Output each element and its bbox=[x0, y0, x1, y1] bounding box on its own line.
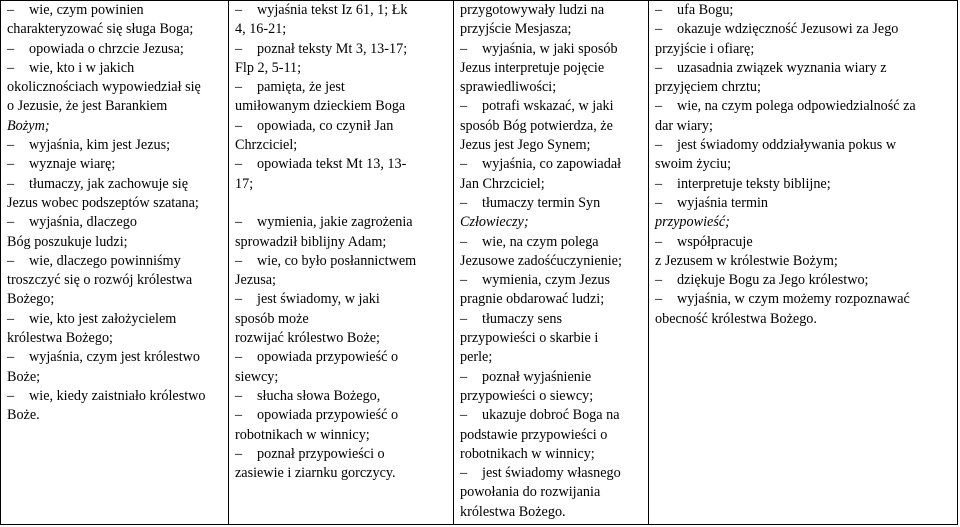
text-line bbox=[655, 20, 953, 39]
line-text: wie, kto jest założycielem bbox=[29, 310, 177, 327]
text-line bbox=[235, 329, 449, 348]
text-line bbox=[235, 20, 449, 39]
line-text: podstawie przypowieści o bbox=[460, 426, 608, 443]
line-text: perle; bbox=[460, 349, 493, 366]
text-line bbox=[655, 40, 953, 59]
text-line bbox=[460, 252, 644, 271]
dash-bullet: – bbox=[235, 407, 243, 424]
text-line bbox=[460, 271, 644, 290]
text-line bbox=[460, 136, 644, 155]
dash-bullet: – bbox=[460, 272, 468, 289]
line-text: Jezus jest Jego Synem; bbox=[460, 137, 591, 154]
line-text: wie, kto i w jakich bbox=[29, 59, 135, 76]
text-line bbox=[655, 117, 953, 136]
text-line bbox=[460, 233, 644, 252]
dash-bullet: – bbox=[655, 291, 663, 308]
line-text: wyznaje wiarę; bbox=[29, 156, 116, 173]
text-line bbox=[460, 20, 644, 39]
text-line bbox=[7, 252, 224, 271]
dash-bullet: – bbox=[460, 98, 468, 115]
text-line bbox=[7, 97, 224, 116]
line-text: przyjście Mesjasza; bbox=[460, 21, 572, 38]
dash-bullet: – bbox=[7, 156, 15, 173]
text-line bbox=[460, 406, 644, 425]
line-text: wie, co było posłannictwem bbox=[257, 252, 417, 269]
text-line bbox=[235, 155, 449, 174]
text-line bbox=[235, 290, 449, 309]
line-text: tłumaczy sens bbox=[482, 310, 562, 327]
line-text: przyjęciem chrztu; bbox=[655, 79, 761, 96]
line-text: okazuje wdzięczność Jezusowi za Jego bbox=[677, 21, 899, 38]
line-text: wymienia, czym Jezus bbox=[482, 272, 611, 289]
line-text: wyjaśnia, w czym możemy rozpoznawać bbox=[677, 291, 910, 308]
line-text: interpretuje teksty biblijne; bbox=[677, 175, 831, 192]
line-text: jest świadomy oddziaływania pokus w bbox=[677, 137, 897, 154]
dash-bullet: – bbox=[655, 2, 663, 18]
dash-bullet: – bbox=[460, 156, 468, 173]
dash-bullet: – bbox=[7, 2, 15, 18]
column-3 bbox=[454, 1, 649, 524]
text-line bbox=[7, 310, 224, 329]
text-line bbox=[655, 78, 953, 97]
dash-bullet: – bbox=[235, 117, 243, 134]
line-text: przyjście i ofiarę; bbox=[655, 40, 755, 57]
column-4 bbox=[649, 1, 957, 524]
line-text: jest świadomy, w jaki bbox=[257, 291, 380, 308]
text-line bbox=[460, 503, 644, 522]
text-line bbox=[460, 40, 644, 59]
line-text: o Jezusie, że jest Barankiem bbox=[7, 98, 168, 115]
text-line bbox=[7, 175, 224, 194]
line-text: tłumaczy termin Syn bbox=[482, 194, 601, 211]
line-text: sprawiedliwości; bbox=[460, 79, 557, 96]
dash-bullet: – bbox=[655, 175, 663, 192]
text-line bbox=[655, 175, 953, 194]
line-text: poznał przypowieści o bbox=[257, 445, 385, 462]
text-line bbox=[7, 348, 224, 367]
line-text: wie, dlaczego powinniśmy bbox=[29, 252, 181, 269]
line-text: Boże; bbox=[7, 368, 41, 385]
text-line bbox=[7, 290, 224, 309]
text-line bbox=[7, 194, 224, 213]
dash-bullet: – bbox=[235, 349, 243, 366]
line-text: wyjaśnia, dlaczego bbox=[29, 214, 137, 231]
line-text: przypowieść; bbox=[655, 214, 730, 231]
text-line bbox=[235, 445, 449, 464]
line-text: poznał wyjaśnienie bbox=[482, 368, 592, 385]
text-line bbox=[460, 213, 644, 232]
line-text: wie, na czym polega odpowiedzialność za bbox=[677, 98, 916, 115]
text-line bbox=[235, 368, 449, 387]
dash-bullet: – bbox=[7, 387, 15, 404]
dash-bullet: – bbox=[460, 407, 468, 424]
line-text: umiłowanym dzieckiem Boga bbox=[235, 98, 406, 115]
line-text: Boże. bbox=[7, 407, 40, 424]
line-text: opowiada, co czynił Jan bbox=[257, 117, 394, 134]
dash-bullet: – bbox=[7, 349, 15, 366]
text-line bbox=[235, 1, 449, 20]
dash-bullet: – bbox=[460, 465, 468, 482]
dash-bullet: – bbox=[655, 59, 663, 76]
text-line bbox=[655, 194, 953, 213]
line-text: rozwijać królestwo Boże; bbox=[235, 330, 380, 347]
text-line bbox=[460, 310, 644, 329]
line-text: królestwa Bożego. bbox=[460, 503, 566, 520]
text-line bbox=[655, 155, 953, 174]
line-text: przypowieści o siewcy; bbox=[460, 387, 594, 404]
text-line bbox=[7, 387, 224, 406]
text-line bbox=[235, 252, 449, 271]
text-line bbox=[7, 117, 224, 136]
text-line bbox=[235, 175, 449, 194]
line-text: charakteryzować się sługa Boga; bbox=[7, 21, 194, 38]
line-text: wyjaśnia, w jaki sposób bbox=[482, 40, 618, 57]
text-line bbox=[235, 464, 449, 483]
line-text: przygotowywały ludzi na bbox=[460, 2, 605, 18]
text-line bbox=[655, 252, 953, 271]
dash-bullet: – bbox=[235, 291, 243, 308]
line-text: Bożym; bbox=[7, 117, 50, 134]
line-text: potrafi wskazać, w jaki bbox=[482, 98, 614, 115]
text-line bbox=[655, 290, 953, 309]
dash-bullet: – bbox=[460, 233, 468, 250]
line-text: pamięta, że jest bbox=[257, 79, 345, 96]
dash-bullet: – bbox=[655, 233, 663, 250]
line-text: Jezus interpretuje pojęcie bbox=[460, 59, 605, 76]
text-line bbox=[7, 78, 224, 97]
text-line bbox=[460, 1, 644, 20]
text-line bbox=[235, 426, 449, 445]
text-line bbox=[655, 59, 953, 78]
text-line bbox=[7, 20, 224, 39]
text-line bbox=[460, 194, 644, 213]
text-line bbox=[655, 97, 953, 116]
text-line bbox=[655, 136, 953, 155]
text-line bbox=[7, 155, 224, 174]
line-text: Jan Chrzciciel; bbox=[460, 175, 545, 192]
text-line bbox=[235, 310, 449, 329]
line-text: ufa Bogu; bbox=[677, 2, 734, 18]
line-text: 17; bbox=[235, 175, 254, 192]
text-line bbox=[460, 155, 644, 174]
line-text: sprowadził biblijny Adam; bbox=[235, 233, 387, 250]
line-text: dziękuje Bogu za Jego królestwo; bbox=[677, 272, 869, 289]
dash-bullet: – bbox=[460, 194, 468, 211]
text-line bbox=[460, 290, 644, 309]
line-text: Flp 2, 5-11; bbox=[235, 59, 302, 76]
text-line bbox=[7, 40, 224, 59]
line-text: zasiewie i ziarnku gorczycy. bbox=[235, 465, 396, 482]
text-line bbox=[235, 97, 449, 116]
text-line bbox=[460, 387, 644, 406]
line-text: troszczyć się o rozwój królestwa bbox=[7, 272, 193, 289]
line-text: wymienia, jakie zagrożenia bbox=[257, 214, 413, 231]
text-line bbox=[460, 329, 644, 348]
text-line bbox=[235, 194, 449, 213]
line-text: sposób Bóg potwierdza, że bbox=[460, 117, 613, 134]
dash-bullet: – bbox=[235, 445, 243, 462]
dash-bullet: – bbox=[7, 59, 15, 76]
line-text: wie, na czym polega bbox=[482, 233, 599, 250]
line-text: Chrzciciel; bbox=[235, 137, 298, 154]
line-text: sposób może bbox=[235, 310, 309, 327]
line-text: poznał teksty Mt 3, 13-17; bbox=[257, 40, 408, 57]
text-line bbox=[7, 136, 224, 155]
dash-bullet: – bbox=[655, 21, 663, 38]
line-text: Jezusa; bbox=[235, 272, 276, 289]
line-text: opowiada przypowieść o bbox=[257, 407, 399, 424]
text-line bbox=[655, 1, 953, 20]
dash-bullet: – bbox=[655, 194, 663, 211]
dash-bullet: – bbox=[655, 137, 663, 154]
line-text: wyjaśnia, czym jest królestwo bbox=[29, 349, 200, 366]
text-line bbox=[7, 406, 224, 425]
line-text: wyjaśnia termin bbox=[677, 194, 769, 211]
text-line bbox=[460, 426, 644, 445]
dash-bullet: – bbox=[7, 40, 15, 57]
text-line bbox=[460, 483, 644, 502]
line-text: tłumaczy, jak zachowuje się bbox=[29, 175, 189, 192]
line-text: robotnikach w winnicy; bbox=[235, 426, 370, 443]
dash-bullet: – bbox=[7, 137, 15, 154]
text-line bbox=[235, 233, 449, 252]
text-line bbox=[460, 464, 644, 483]
line-text: królestwa Bożego; bbox=[7, 330, 113, 347]
line-text: uzasadnia związek wyznania wiary z bbox=[677, 59, 887, 76]
dash-bullet: – bbox=[235, 40, 243, 57]
line-text: z Jezusem w królestwie Bożym; bbox=[655, 252, 838, 269]
text-line bbox=[655, 271, 953, 290]
text-line bbox=[235, 136, 449, 155]
dash-bullet: – bbox=[7, 214, 15, 231]
dash-bullet: – bbox=[7, 310, 15, 327]
line-text: przypowieści o skarbie i bbox=[460, 330, 599, 347]
line-text: opowiada o chrzcie Jezusa; bbox=[29, 40, 184, 57]
line-text: obecność królestwa Bożego. bbox=[655, 310, 817, 327]
line-text: swoim życiu; bbox=[655, 156, 732, 173]
line-text: wyjaśnia, kim jest Jezus; bbox=[29, 137, 171, 154]
text-line bbox=[235, 78, 449, 97]
text-line bbox=[460, 78, 644, 97]
text-line bbox=[460, 97, 644, 116]
text-line bbox=[7, 368, 224, 387]
text-line bbox=[7, 271, 224, 290]
text-line bbox=[460, 348, 644, 367]
text-line bbox=[235, 387, 449, 406]
dash-bullet: – bbox=[460, 310, 468, 327]
dash-bullet: – bbox=[460, 368, 468, 385]
line-text: Jezusowe zadośćuczynienie; bbox=[460, 252, 622, 269]
text-line bbox=[7, 233, 224, 252]
text-line bbox=[235, 406, 449, 425]
line-text: powołania do rozwijania bbox=[460, 484, 601, 501]
line-text: opowiada przypowieść o bbox=[257, 349, 399, 366]
dash-bullet: – bbox=[655, 98, 663, 115]
text-line bbox=[655, 310, 953, 329]
text-line bbox=[235, 213, 449, 232]
dash-bullet: – bbox=[7, 252, 15, 269]
line-text: jest świadomy własnego bbox=[482, 465, 621, 482]
line-text: dar wiary; bbox=[655, 117, 713, 134]
line-text: wie, czym powinien bbox=[29, 2, 144, 18]
text-line bbox=[460, 445, 644, 464]
text-line bbox=[460, 59, 644, 78]
line-text: 4, 16-21; bbox=[235, 21, 287, 38]
line-text: okolicznościach wypowiedział się bbox=[7, 79, 201, 96]
dash-bullet: – bbox=[235, 2, 243, 18]
text-line bbox=[460, 175, 644, 194]
dash-bullet: – bbox=[235, 252, 243, 269]
line-text: słucha słowa Bożego, bbox=[257, 387, 381, 404]
text-line bbox=[235, 117, 449, 136]
text-line bbox=[460, 117, 644, 136]
text-line bbox=[7, 213, 224, 232]
dash-bullet: – bbox=[460, 40, 468, 57]
dash-bullet: – bbox=[235, 387, 243, 404]
text-line bbox=[235, 271, 449, 290]
line-text: ukazuje dobroć Boga na bbox=[482, 407, 620, 424]
dash-bullet: – bbox=[235, 214, 243, 231]
text-line bbox=[7, 329, 224, 348]
line-text: pragnie obdarować ludzi; bbox=[460, 291, 605, 308]
line-text: Człowieczy; bbox=[460, 214, 529, 231]
line-text: wyjaśnia tekst Iz 61, 1; Łk bbox=[257, 2, 408, 18]
line-text: opowiada tekst Mt 13, 13- bbox=[257, 156, 407, 173]
text-line bbox=[655, 213, 953, 232]
column-2 bbox=[229, 1, 454, 524]
text-line bbox=[460, 368, 644, 387]
text-line bbox=[235, 59, 449, 78]
dash-bullet: – bbox=[7, 175, 15, 192]
line-text: siewcy; bbox=[235, 368, 279, 385]
line-text: wie, kiedy zaistniało królestwo bbox=[29, 387, 206, 404]
text-line bbox=[235, 40, 449, 59]
line-text: Bóg poszukuje ludzi; bbox=[7, 233, 128, 250]
dash-bullet: – bbox=[235, 79, 243, 96]
line-text: wyjaśnia, co zapowiadał bbox=[482, 156, 622, 173]
text-line bbox=[7, 59, 224, 78]
dash-bullet: – bbox=[655, 272, 663, 289]
text-line bbox=[235, 348, 449, 367]
line-text: Bożego; bbox=[7, 291, 55, 308]
dash-bullet: – bbox=[235, 156, 243, 173]
text-line bbox=[7, 1, 224, 20]
line-text: robotnikach w winnicy; bbox=[460, 445, 595, 462]
text-line bbox=[655, 233, 953, 252]
column-1 bbox=[1, 1, 229, 524]
line-text: współpracuje bbox=[677, 233, 753, 250]
line-text: Jezus wobec podszeptów szatana; bbox=[7, 194, 199, 211]
